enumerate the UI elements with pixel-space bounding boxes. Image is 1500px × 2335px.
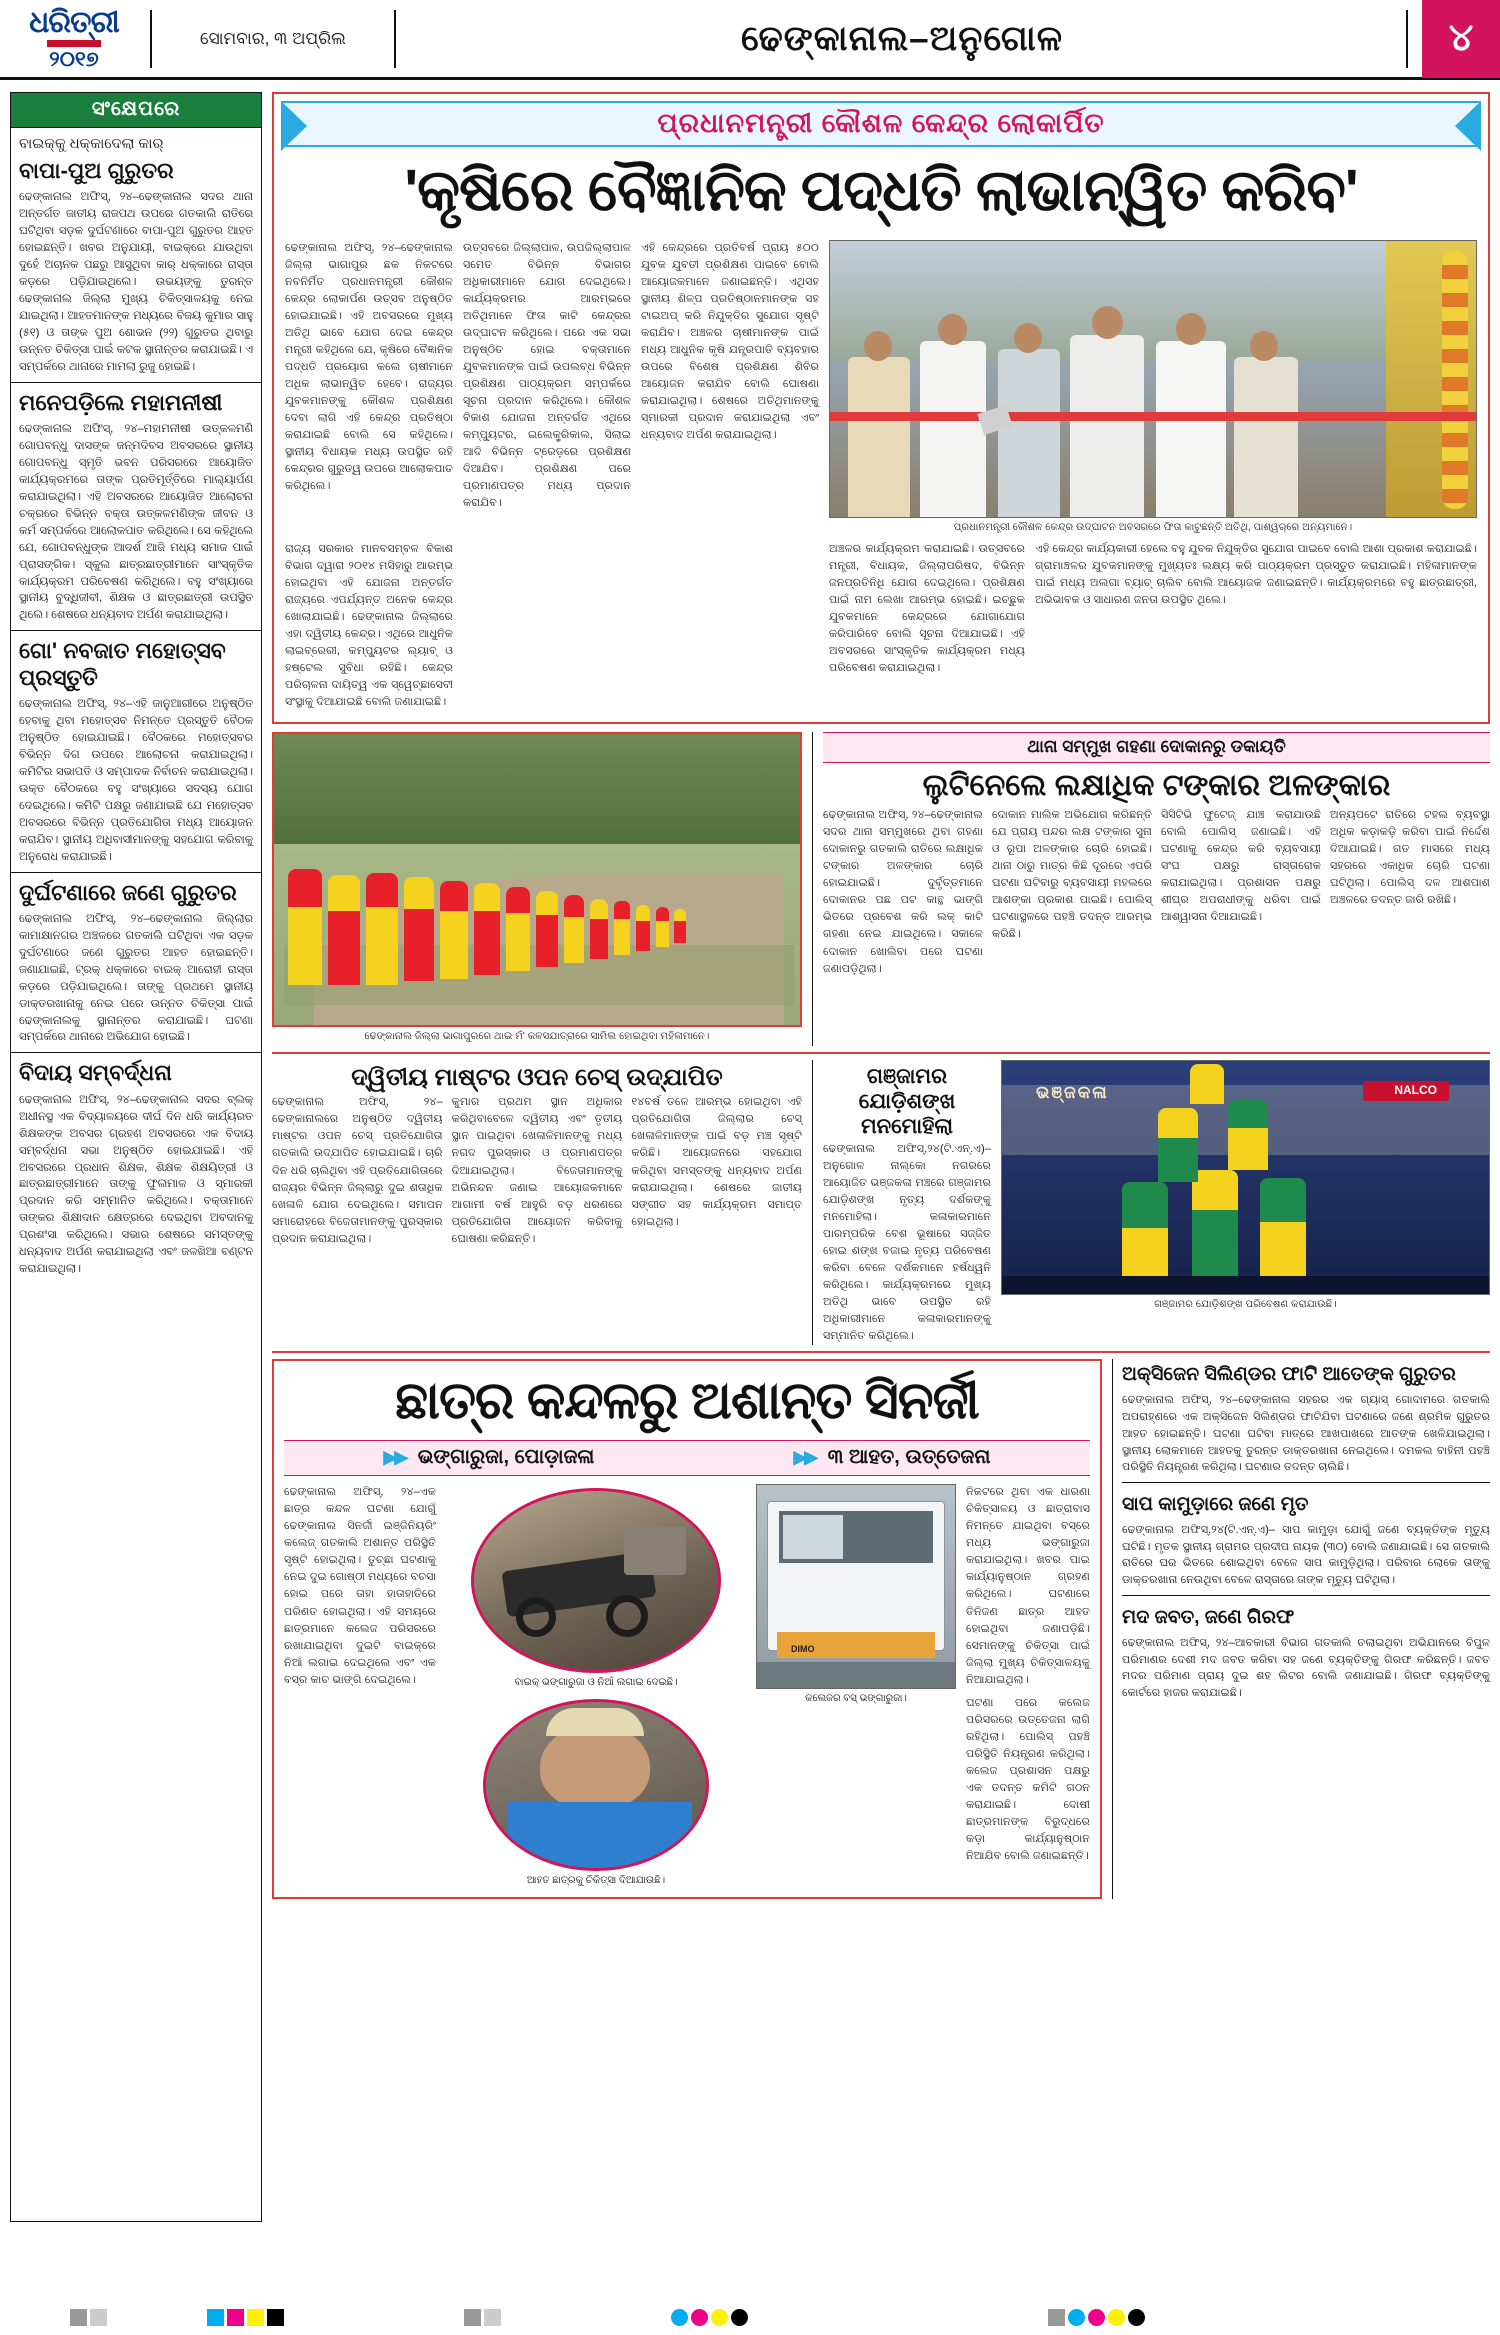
brief-body: ଢେଙ୍କାନାଲ ଅଫିସ୍‌, ୨୪–ମହାମନୀଷୀ ଉତ୍କଳମଣି ଗୋପବନ୍ଧୁ ଦାସଙ୍କ ଜନ୍ମଦିବସ ଅବସରରେ ସ୍ଥାନୀୟ ଗୋପବନ୍ଧୁ ସ୍ମୃତି ଭବନ ପରିସରରେ ଆୟୋଜିତ କାର୍ଯ୍ୟକ୍ରମରେ ତାଙ୍କ ପ୍ରତିମୂର୍ତ୍ତିରେ ମାଲ୍ୟାର୍ପଣ କରାଯାଇଥିଲା। ଏହି ଅବସରରେ ଆୟୋଜିତ ଆଲୋଚନା ଚକ୍ରରେ ବିଭିନ୍ନ ବକ୍ତା ଉତ୍କଳମଣିଙ୍କ ଜୀବନ ଓ କର୍ମ ସମ୍ପର୍କରେ ଆଲୋକପାତ କରିଥିଲେ। ସେ କହିଥିଲେ ଯେ, ଗୋପବନ୍ଧୁଙ୍କ ଆଦର୍ଶ ଆଜି ମଧ୍ୟ ସମାଜ ପାଇଁ ପ୍ରାସଙ୍ଗିକ। ସ୍କୁଲ ଛାତ୍ରଛାତ୍ରୀମାନେ ସାଂସ୍କୃତିକ କାର୍ଯ୍ୟକ୍ରମ ପରିବେଷଣ କରିଥିଲେ। ବହୁ ସଂଖ୍ୟାରେ ସ୍ଥାନୀୟ ବୁଦ୍ଧିଜୀବୀ, ଶିକ୍ଷକ ଓ ଛାତ୍ରଛାତ୍ରୀ ଉପସ୍ଥିତ ଥିଲେ। ଶେଷରେ ଧନ୍ୟବାଦ ଅର୍ପଣ କରାଯାଇଥିଲା।: [19, 423, 253, 622]
brief-title: ମନେପଡ଼ିଲେ ମହାମନୀଷୀ: [19, 389, 223, 415]
color-swatch: [1048, 2309, 1065, 2326]
chess-headline: ଦ୍ୱିତୀୟ ମାଷ୍ଟର ଓପନ ଚେସ୍‌ ଉଦ୍‌ଯାପିତ: [351, 1063, 723, 1091]
brief-item: [11, 873, 261, 1054]
right-briefs-column: [1112, 1359, 1490, 1899]
print-registration-bar: [0, 2299, 1500, 2335]
edition-title: ଢେଙ୍କାନାଲ–ଅନୁଗୋଳ: [740, 18, 1064, 58]
lead-column: ଉତ୍ସବରେ ଜିଲ୍ଲାପାଳ, ଉପଜିଲ୍ଲାପାଳ ସମେତ ବିଭିନ୍ନ ବିଭାଗର ଅଧିକାରୀମାନେ ଯୋଗ ଦେଇଥିଲେ। କାର୍ଯ୍ୟକ୍ରମର ଆରମ୍ଭରେ ଅତିଥିମାନେ ଫିତା କାଟି କେନ୍ଦ୍ରର ଉଦ୍‌ଘାଟନ କରିଥିଲେ। ପରେ ଏକ ସଭା ଅନୁଷ୍ଠିତ ହୋଇ ବକ୍ତାମାନେ ଯୁବକମାନଙ୍କ ପାଇଁ ଉପଲବ୍ଧ ବିଭିନ୍ନ ପ୍ରଶିକ୍ଷଣ ପାଠ୍ୟକ୍ରମ ସମ୍ପର୍କରେ ସୂଚନା ପ୍ରଦାନ କରିଥିଲେ। କୌଶଳ ବିକାଶ ଯୋଜନା ଅନ୍ତର୍ଗତ ଏଥିରେ କମ୍ପ୍ୟୁଟର, ଇଲେକ୍ଟ୍ରିକାଲ, ସିଲାଇ ଆଦି ବିଭିନ୍ନ ଟ୍ରେଡ଼ରେ ପ୍ରଶିକ୍ଷଣ ଦିଆଯିବ। ପ୍ରଶିକ୍ଷଣ ପରେ ପ୍ରମାଣପତ୍ର ମଧ୍ୟ ପ୍ରଦାନ କରାଯିବ।: [463, 241, 631, 510]
clash-bus-block: [756, 1484, 956, 1887]
clash-column: ଘଟଣା ପରେ କଲେଜ ପରିସରରେ ଉତ୍ତେଜନା ଲାଗି ରହିଥିଲା। ପୋଲିସ୍‌ ପହଞ୍ଚି ପରିସ୍ଥିତି ନିୟନ୍ତ୍ରଣ କରିଥିଲା। କଲେଜ ପ୍ରଶାସନ ପକ୍ଷରୁ ଏକ ତଦନ୍ତ କମିଟି ଗଠନ କରାଯାଇଛି। ଦୋଷୀ ଛାତ୍ରମାନଙ୍କ ବିରୁଦ୍ଧରେ କଡ଼ା କାର୍ଯ୍ୟାନୁଷ୍ଠାନ ନିଆଯିବ ବୋଲି ଜଣାଇଛନ୍ତି।: [966, 1696, 1090, 1862]
photo-caption: ପ୍ରଧାନମନ୍ତ୍ରୀ କୌଶଳ କେନ୍ଦ୍ର ଉଦ୍‌ଘାଟନ ଅବସରରେ ଫିତା କାଟୁଛନ୍ତି ଅତିଥି, ପାଶ୍ୱର୍‌ରେ ଅନ୍ୟମାନେ।: [953, 521, 1353, 533]
brief-body: ଢେଙ୍କାନାଲ ଅଫିସ୍‌, ୨୪–ଢେଙ୍କାନାଲ ସହରର ଏକ ଗ୍ୟାସ୍‌ ଗୋଦାମରେ ଗତକାଲି ଅପରାହ୍ଣରେ ଏକ ଅକ୍ସିଜେନ ସିଲିଣ୍ଡର ଫାଟିଯିବା ଘଟଣାରେ ଜଣେ ଶ୍ରମିକ ଗୁରୁତର ଆହତ ହୋଇଛନ୍ତି। ଘଟଣା ଘଟିବା ମାତ୍ରେ ଆଖପାଖରେ ଆତଙ୍କ ଖେଳିଯାଇଥିଲା। ସ୍ଥାନୀୟ ଲୋକମାନେ ଆହତକୁ ତୁରନ୍ତ ଡାକ୍ତରଖାନା ନେଇଥିଲେ। ଦମକଲ ବାହିନୀ ପହଞ୍ଚି ପରିସ୍ଥିତି ନିୟନ୍ତ୍ରଣ କରିଥିଲା। ଘଟଣାର ତଦନ୍ତ ଚାଲିଛି।: [1122, 1394, 1490, 1474]
right-brief-item: [1122, 1489, 1490, 1589]
lead-column: [641, 541, 819, 711]
brief-body: ଢେଙ୍କାନାଲ ଅଫିସ୍‌,୨୪(ଟି.ଏନ୍‌.ଏ)– ସାପ କାମୁଡ଼ା ଯୋଗୁଁ ଜଣେ ବ୍ୟକ୍ତିଙ୍କ ମୃତ୍ୟୁ ଘଟିଛି। ମୃତକ ସ୍ଥାନୀୟ ଗ୍ରାମର ପ୍ରଦୀପ ନାୟକ (୩୦) ବୋଲି ଜଣାଯାଇଛି। ସେ ଗତକାଲି ରାତିରେ ଘର ଭିତରେ ଶୋଇଥିବା ବେଳେ ସାପ କାମୁଡ଼ିଥିଲା। ପରିବାର ଲୋକେ ତାଙ୍କୁ ଡାକ୍ତରଖାନା ନେଉଥିବା ବେଳେ ରାସ୍ତାରେ ତାଙ୍କ ମୃତ୍ୟୁ ଘଟିଥିଲା।: [1122, 1523, 1490, 1587]
clash-sub-right: ▶▶ ୩ ଆହତ, ଉତ୍ତେଜନା: [793, 1446, 991, 1469]
chess-column: ୧୪ବର୍ଷ ତଳେ ଆରମ୍ଭ ହୋଇଥିବା ଏହି ପ୍ରତିଯୋଗିତା ଜିଲ୍ଲାର ଚେସ୍‌ ଖେଳାଳିମାନଙ୍କ ପାଇଁ ବଡ଼ ମଞ୍ଚ ସୃଷ୍ଟି କରିଛି। ଆୟୋଜନରେ ସହଯୋଗ କରିଥିବା ସମସ୍ତଙ୍କୁ ଧନ୍ୟବାଦ ଅର୍ପଣ କରାଯାଇଥିଲା। ଶେଷରେ ଜାତୀୟ ସଙ୍ଗୀତ ସହ କାର୍ଯ୍ୟକ୍ରମ ସମାପ୍ତ ହୋଇଥିଲା।: [631, 1096, 803, 1228]
dance-photo: ଭଞ୍ଜକଳା NALCO: [1001, 1060, 1490, 1295]
brief-body: ଢେଙ୍କାନାଲ ଅଫିସ୍‌, ୨୪–ଢେଙ୍କାନାଲ ଜିଲ୍ଲାର କାମାକ୍ଷାନଗର ଅଞ୍ଚଳରେ ଗତକାଲି ଘଟିଥିବା ଏକ ସଡ଼କ ଦୁର୍ଘଟଣାରେ ଜଣେ ଗୁରୁତର ଆହତ ହୋଇଛନ୍ତି। ଜଣାଯାଇଛି, ଟ୍ରକ୍‌ ଧକ୍କାରେ ବାଇକ୍‌ ଆରୋହୀ ରାସ୍ତା କଡ଼ରେ ପଡ଼ିଯାଇଥିଲେ। ତାଙ୍କୁ ପ୍ରଥମେ ସ୍ଥାନୀୟ ଡାକ୍ତରଖାନାକୁ ନେଇ ପରେ ଉନ୍ନତ ଚିକିତ୍ସା ପାଇଁ ଢେଙ୍କାନାଲକୁ ସ୍ଥାନାନ୍ତର କରାଯାଇଛି। ଘଟଣା ସମ୍ପର୍କରେ ଥାନାରେ ଅଭିଯୋଗ ହୋଇଛି।: [19, 912, 253, 1044]
color-swatch: [70, 2309, 87, 2326]
color-swatch: [207, 2309, 224, 2326]
chess-column: ଢେଙ୍କାନାଲ ଅଫିସ୍‌, ୨୪–ଢେଙ୍କାନାଲରେ ଅନୁଷ୍ଠିତ ଦ୍ୱିତୀୟ ମାଷ୍ଟର ଓପନ ଚେସ୍‌ ପ୍ରତିଯୋଗିତା ଗତକାଲି ଉଦ୍‌ଯାପିତ ହୋଇଯାଇଛି। ଚାରି ଦିନ ଧରି ଚାଲିଥିବା ଏହି ପ୍ରତିଯୋଗିତାରେ ରାଜ୍ୟର ବିଭିନ୍ନ ଜିଲ୍ଲାରୁ ଦୁଇ ଶତାଧିକ ଖେଳାଳି ଯୋଗ ଦେଇଥିଲେ। ସମାପନ ସମାରୋହରେ ବିଜେତାମାନଙ୍କୁ ପୁରସ୍କାର ପ୍ରଦାନ କରାଯାଇଥିଲା।: [272, 1096, 443, 1245]
color-swatch: [464, 2309, 481, 2326]
clash-sub-left: ▶▶ ଭଙ୍ଗାରୁଜା, ପୋଡ଼ାଜଳା: [383, 1446, 595, 1469]
color-swatch: [90, 2309, 107, 2326]
lead-column: ଏହି କେନ୍ଦ୍ରରେ ପ୍ରତିବର୍ଷ ପ୍ରାୟ ୫୦୦ ଯୁବକ ଯୁବତୀ ପ୍ରଶିକ୍ଷଣ ପାଇବେ ବୋଲି ଆୟୋଜକମାନେ ଜଣାଇଛନ୍ତି। ଏଥିସହ ସ୍ଥାନୀୟ ଶିଳ୍ପ ପ୍ରତିଷ୍ଠାନମାନଙ୍କ ସହ ଟାଇଅପ୍‌ କରି ନିଯୁକ୍ତିର ସୁଯୋଗ ସୃଷ୍ଟି କରାଯିବ। ଅଞ୍ଚଳର ଚାଷୀମାନଙ୍କ ପାଇଁ ମଧ୍ୟ ଆଧୁନିକ କୃଷି ଯନ୍ତ୍ରପାତି ବ୍ୟବହାର ଉପରେ ବିଶେଷ ପ୍ରଶିକ୍ଷଣ ଶିବିର ଆୟୋଜନ କରାଯିବ ବୋଲି ଘୋଷଣା କରାଯାଇଥିଲା। ଶେଷରେ ଅତିଥିମାନଙ୍କୁ ସ୍ମାରକୀ ପ୍ରଦାନ କରାଯାଇଥିଲା ଏବଂ ଧନ୍ୟବାଦ ଅର୍ପଣ କରାଯାଇଥିଲା।: [641, 241, 819, 442]
clash-headline: ଛାତ୍ର କନ୍ଦଳରୁ ଅଶାନ୍ତ ସିନର୍ଜୀ: [395, 1372, 979, 1431]
color-swatch: [484, 2309, 501, 2326]
loot-kicker: ଥାନା ସମ୍ମୁଖ ଗହଣା ଦୋକାନରୁ ଡକାୟତି: [823, 732, 1490, 763]
lead-kicker: ପ୍ରଧାନମନ୍ତ୍ରୀ କୌଶଳ କେନ୍ଦ୍ର ଲୋକାର୍ପିତ: [657, 108, 1105, 138]
swatch-group: [1048, 2309, 1145, 2326]
lead-photo-block: [829, 240, 1477, 537]
color-swatch: [731, 2309, 748, 2326]
color-swatch: [227, 2309, 244, 2326]
damaged-bus-photo: DIMO: [756, 1484, 956, 1689]
clash-column: ନିକଟରେ ଥିବା ଏକ ଧାରଣା ଚିକିତ୍ସାଳୟ ଓ ଛାତ୍ରାବାସ ନିମନ୍ତେ ଯାଇଥିବା ବସ୍‌ରେ ମଧ୍ୟ ଭଙ୍ଗାରୁଜା କରାଯାଇଥିଲା। ଖବର ପାଇ କାର୍ଯ୍ୟାନୁଷ୍ଠାନ ଗ୍ରହଣ କରିଥିଲେ। ଘଟଣାରେ ତିନିଜଣ ଛାତ୍ର ଆହତ ହୋଇଥିବା ଜଣାପଡ଼ିଛି। ସେମାନଙ୍କୁ ଚିକିତ୍ସା ପାଇଁ ଜିଲ୍ଲା ମୁଖ୍ୟ ଚିକିତ୍ସାଳୟକୁ ନିଆଯାଇଥିଲା।: [966, 1486, 1090, 1686]
logo-title: ଧରିତ୍ରୀ: [29, 5, 119, 39]
photo-caption: ଢେଙ୍କାନାଲ ଜିଲ୍ଲା ଭାଗାପୁରରେ ଥାଇ ମଁ' କଳସଯାତ୍ରାରେ ସାମିଲ ହୋଇଥିବା ମହିଳାମାନେ।: [364, 1030, 710, 1042]
color-swatch: [1068, 2309, 1085, 2326]
lead-column: ଅଞ୍ଚଳର କାର୍ଯ୍ୟକ୍ରମ କରାଯାଇଛି। ଉତ୍ସବରେ ମନ୍ତ୍ରୀ, ବିଧାୟକ, ଜିଲ୍ଲାପରିଷଦ, ବିଭିନ୍ନ ଜନପ୍ରତିନିଧି ଯୋଗ ଦେଇଥିଲେ। ପ୍ରଶିକ୍ଷଣ ପାଇଁ ନାମ ଲେଖା ଆରମ୍ଭ ହୋଇଛି। ଇଚ୍ଛୁକ ଯୁବକମାନେ କେନ୍ଦ୍ରରେ ଯୋଗାଯୋଗ କରିପାରିବେ ବୋଲି ସୂଚନା ଦିଆଯାଇଛି। ଏହି ଅବସରରେ ସାଂସ୍କୃତିକ କାର୍ଯ୍ୟକ୍ରମ ମଧ୍ୟ ପରିବେଷଣ କରାଯାଇଥିଲା।: [829, 542, 1025, 674]
loot-column: ସିସିଟିଭି ଫୁଟେଜ୍‌ ଯାଞ୍ଚ କରାଯାଉଛି ବୋଲି ପୋଲିସ୍‌ ଜଣାଇଛି। ଏହି ଘଟଣାକୁ କେନ୍ଦ୍ର କରି ବ୍ୟବସାୟୀ ସଂଘ ପକ୍ଷରୁ ରାସ୍ତାରୋକ କରାଯାଇଥିଲା। ପ୍ରଶାସନ ପକ୍ଷରୁ ଶୀଘ୍ର ଅପରାଧୀଙ୍କୁ ଧରିବା ପାଇଁ ଆଶ୍ୱାସନା ଦିଆଯାଇଛି।: [1161, 809, 1321, 924]
chess-column: କୁମାର ପ୍ରଥମ ସ୍ଥାନ ଅଧିକାର କରିଥିବାବେଳେ ଦ୍ୱିତୀୟ ଏବଂ ତୃତୀୟ ସ୍ଥାନ ପାଇଥିବା ଖେଳାଳିମାନଙ୍କୁ ମଧ୍ୟ ନଗଦ ପୁରସ୍କାର ଓ ପ୍ରମାଣପତ୍ର ଦିଆଯାଇଥିଲା। ବିଜେତାମାନଙ୍କୁ ଅଭିନନ୍ଦନ ଜଣାଇ ଆୟୋଜକମାନେ ଆଗାମୀ ବର୍ଷ ଆହୁରି ବଡ଼ ଧରଣରେ ପ୍ରତିଯୋଗିତା ଆୟୋଜନ କରିବାକୁ ଘୋଷଣା କରିଛନ୍ତି।: [451, 1096, 623, 1245]
injured-student-photo: [483, 1699, 709, 1871]
lead-column: ଢେଙ୍କାନାଲ ଅଫିସ୍‌, ୨୪–ଢେଙ୍କାନାଲ ଜିଲ୍ଲା ଭାଗାପୁର ଛକ ନିକଟରେ ନବନିର୍ମିତ ପ୍ରଧାନମନ୍ତ୍ରୀ କୌଶଳ କେନ୍ଦ୍ର ଲୋକାର୍ପଣ ଉତ୍ସବ ଅନୁଷ୍ଠିତ ହୋଇଯାଇଛି। ଏହି ଅବସରରେ ମୁଖ୍ୟ ଅତିଥି ଭାବେ ଯୋଗ ଦେଇ କେନ୍ଦ୍ର ମନ୍ତ୍ରୀ କହିଥିଲେ ଯେ, କୃଷିରେ ବୈଜ୍ଞାନିକ ପଦ୍ଧତି ପ୍ରୟୋଗ କଲେ ଚାଷୀମାନେ ଅଧିକ ଲାଭାନ୍ୱିତ ହେବେ। ରାଜ୍ୟର ଯୁବକମାନଙ୍କୁ କୌଶଳ ପ୍ରଶିକ୍ଷଣ ଦେବା ଲାଗି ଏହି କେନ୍ଦ୍ର ପ୍ରତିଷ୍ଠା କରାଯାଇଛି ବୋଲି ସେ କହିଥିଲେ। ସ୍ଥାନୀୟ ବିଧାୟକ ମଧ୍ୟ ଉପସ୍ଥିତ ରହି କେନ୍ଦ୍ରର ଗୁରୁତ୍ୱ ଉପରେ ଆଲୋକପାତ କରିଥିଲେ।: [285, 241, 453, 493]
chess-story: [272, 1060, 802, 1346]
clash-story: [272, 1359, 1102, 1899]
brief-item: [11, 1053, 261, 1284]
brief-title: ଅକ୍ସିଜେନ ସିଲିଣ୍ଡର ଫାଟି ଆତେଙ୍କ ଗୁରୁତର: [1122, 1364, 1456, 1386]
brief-item: [11, 383, 261, 632]
lead-column: ରାଜ୍ୟ ସରକାର ମାନବସମ୍ବଳ ବିକାଶ ବିଭାଗ ଦ୍ୱାରା ୨୦୧୪ ମସିହାରୁ ଆରମ୍ଭ ହୋଇଥିବା ଏହି ଯୋଜନା ଅନ୍ତର୍ଗତ ରାଜ୍ୟରେ ଏପର୍ଯ୍ୟନ୍ତ ଅନେକ କେନ୍ଦ୍ର ଖୋଲାଯାଇଛି। ଢେଙ୍କାନାଲ ଜିଲ୍ଲାରେ ଏହା ଦ୍ୱିତୀୟ କେନ୍ଦ୍ର। ଏଥିରେ ଆଧୁନିକ ଲାଇବ୍ରେରୀ, କମ୍ପ୍ୟୁଟର ଲ୍ୟାବ୍‌ ଓ ହଷ୍ଟେଲ ସୁବିଧା ରହିଛି। କେନ୍ଦ୍ର ପରିଚାଳନା ଦାୟିତ୍ୱ ଏକ ସ୍ୱେଚ୍ଛାସେବୀ ସଂସ୍ଥାକୁ ଦିଆଯାଇଛି ବୋଲି ଜଣାଯାଇଛି।: [285, 542, 453, 708]
color-swatch: [1088, 2309, 1105, 2326]
color-swatch: [711, 2309, 728, 2326]
loot-column: ଅନ୍ୟପଟେ ରାତିରେ ଟହଲ ବ୍ୟବସ୍ଥା ଅଧିକ କଡ଼ାକଡ଼ି କରିବା ପାଇଁ ନିର୍ଦ୍ଦେଶ ଦିଆଯାଇଛି। ଗତ ମାସରେ ମଧ୍ୟ ସହରରେ ଏକାଧିକ ଚୋରି ଘଟଣା ଘଟିଥିଲା। ପୋଲିସ୍‌ ଦଳ ଆଶପାଶ ଅଞ୍ଚଳରେ ତଦନ୍ତ ଜାରି ରଖିଛି।: [1330, 809, 1490, 907]
sidebar-briefs: [10, 92, 262, 2222]
swatch-group: [70, 2309, 107, 2326]
ganjam-headline: ଗଞ୍ଜାମର ଯୋଡ଼ିଶଙ୍ଖ ମନମୋହିଲା: [858, 1064, 956, 1139]
right-brief-item: [1122, 1359, 1490, 1476]
brief-title: ବିଦାୟ ସମ୍ବର୍ଦ୍ଧନା: [19, 1060, 172, 1086]
swatch-group: [207, 2309, 284, 2326]
brief-item: [11, 128, 261, 383]
logo-strip: [47, 40, 101, 47]
color-swatch: [691, 2309, 708, 2326]
lead-headline: 'କୃଷିରେ ବୈଜ୍ଞାନିକ ପଦ୍ଧତି ଲାଭାନ୍ୱିତ କରିବ': [404, 158, 1358, 223]
lead-column: ଏହି କେନ୍ଦ୍ର କାର୍ଯ୍ୟକାରୀ ହେଲେ ବହୁ ଯୁବକ ନିଯୁକ୍ତିର ସୁଯୋଗ ପାଇବେ ବୋଲି ଆଶା ପ୍ରକାଶ କରାଯାଇଛି। ଗ୍ରାମାଞ୍ଚଳର ଯୁବକମାନଙ୍କୁ ମୁଖ୍ୟତଃ ଲକ୍ଷ୍ୟ କରି ପାଠ୍ୟକ୍ରମ ପ୍ରସ୍ତୁତ କରାଯାଇଛି। ମହିଳାମାନଙ୍କ ପାଇଁ ମଧ୍ୟ ଅଲଗା ବ୍ୟାଚ୍‌ ଚାଲିବ ବୋଲି ଆୟୋଜକ ଜଣାଇଛନ୍ତି। କାର୍ଯ୍ୟକ୍ରମରେ ବହୁ ଛାତ୍ରଛାତ୍ରୀ, ଅଭିଭାବକ ଓ ସାଧାରଣ ଜନତା ଉପସ୍ଥିତ ଥିଲେ।: [1035, 542, 1477, 606]
main-content: [272, 92, 1490, 1899]
loot-column: ଦୋକାନ ମାଲିକ ଅଭିଯୋଗ କରିଛନ୍ତି ଯେ ପ୍ରାୟ ପନ୍ଦର ଲକ୍ଷ ଟଙ୍କାର ସୁନା ଓ ରୂପା ଅଳଙ୍କାର ଚୋରି ହୋଇଛି। ଥାନା ଠାରୁ ମାତ୍ର କିଛି ଦୂରରେ ଏପରି ଘଟଣା ଘଟିବାରୁ ବ୍ୟବସାୟୀ ମହଲରେ ଆଶଙ୍କା ପ୍ରକାଶ ପାଇଛି। ପୋଲିସ୍‌ ଘଟଣାସ୍ଥଳରେ ପହଞ୍ଚି ତଦନ୍ତ ଆରମ୍ଭ କରିଛି।: [992, 809, 1152, 941]
newspaper-logo: [14, 3, 134, 75]
divider: [1122, 1482, 1490, 1483]
brief-item: [11, 631, 261, 872]
procession-block: [272, 732, 802, 1046]
photo-caption: ଗଞ୍ଜାମର ଯୋଡ଼ିଶଙ୍ଖ ପରିବେଷଣ କରାଯାଉଛି।: [1154, 1298, 1337, 1310]
clash-subheads: [284, 1440, 1090, 1476]
swatch-group: [464, 2309, 501, 2326]
photo-caption: ଆହତ ଛାତ୍ରକୁ ଚିକିତ୍ସା ଦିଆଯାଉଛି।: [526, 1875, 666, 1887]
lead-kicker-ribbon: [281, 101, 1481, 147]
double-arrow-icon: ▶▶: [383, 1447, 406, 1468]
sidebar-header: ସଂକ୍ଷେପରେ: [11, 93, 261, 128]
brief-body: ଢେଙ୍କାନାଲ ଅଫିସ୍‌, ୨୪–ଆବକାରୀ ବିଭାଗ ଗତକାଲି ଚଲାଇଥିବା ଅଭିଯାନରେ ବିପୁଳ ପରିମାଣର ଦେଶୀ ମଦ ଜବତ କରିବା ସହ ଜଣେ ବ୍ୟକ୍ତିଙ୍କୁ ଗିରଫ କରିଛନ୍ତି। ଜବତ ମଦର ପରିମାଣ ପ୍ରାୟ ଦୁଇ ଶହ ଲିଟର ବୋଲି ଜଣାଯାଇଛି। ଗିରଫ ବ୍ୟକ୍ତିଙ୍କୁ କୋର୍ଟରେ ହାଜର କରାଯାଇଛି।: [1122, 1636, 1490, 1700]
masthead: [0, 0, 1500, 80]
divider: [150, 10, 152, 68]
brief-kicker: ବାଇକ୍‌କୁ ଧକ୍କାଦେଲା କାର୍‌: [19, 136, 164, 152]
loot-story: [812, 732, 1490, 1046]
swatch-group: [671, 2309, 748, 2326]
photo-caption: କଲେଜର ବସ୍‌ ଭଙ୍ଗାରୁଜା।: [805, 1693, 907, 1705]
color-swatch: [1128, 2309, 1145, 2326]
photo-caption: ବାଇକ୍‌ ଭଙ୍ଗାରୁଜା ଓ ନିଆଁ ଲଗାଇ ଦେଇଛି।: [514, 1677, 678, 1689]
right-brief-item: [1122, 1602, 1490, 1702]
clash-columns-right: [966, 1484, 1090, 1887]
brief-body: ଢେଙ୍କାନାଲ ଅଫିସ୍‌, ୨୪–ଏହି ଜାନୁଆରୀରେ ଅନୁଷ୍ଠିତ ହେବାକୁ ଥିବା ମହୋତ୍ସବ ନିମନ୍ତେ ପ୍ରସ୍ତୁତି ବୈଠକ ଅନୁଷ୍ଠିତ ହୋଇଯାଇଛି। ବୈଠକରେ ମହୋତ୍ସବର ବିଭିନ୍ନ ଦିଗ ଉପରେ ଆଲୋଚନା କରାଯାଇଥିଲା। କମିଟିର ସଭାପତି ଓ ସମ୍ପାଦକ ନିର୍ବାଚନ କରାଯାଇଥିଲା। ଉକ୍ତ ବୈଠକରେ ବହୁ ସଂଖ୍ୟାରେ ସଦସ୍ୟ ଯୋଗ ଦେଇଥିଲେ। କମିଟି ପକ୍ଷରୁ ଜଣାଯାଇଛି ଯେ ମହୋତ୍ସବ ଅବସରରେ ବିଭିନ୍ନ ପ୍ରତିଯୋଗିତା ମଧ୍ୟ ଆୟୋଜନ କରାଯିବ। ସ୍ଥାନୀୟ ଅଧିବାସୀମାନଙ୍କୁ ସହଯୋଗ କରିବାକୁ ଅନୁରୋଧ କରାଯାଇଛି।: [19, 698, 253, 863]
loot-column: ଢେଙ୍କାନାଲ ଅଫିସ୍‌, ୨୪–ଢେଙ୍କାନାଲ ସଦର ଥାନା ସମ୍ମୁଖରେ ଥିବା ଗହଣା ଦୋକାନରୁ ଗତକାଲି ରାତିରେ ଲକ୍ଷାଧିକ ଟଙ୍କାର ଅଳଙ୍କାର ଚୋରି ହୋଇଯାଇଛି। ଦୁର୍ବୃତ୍ତମାନେ ଦୋକାନର ପଛ ପଟ କାନ୍ଥ ଭାଙ୍ଗି ଭିତରେ ପ୍ରବେଶ କରି ଲକ୍‌ କାଟି ଗହଣା ନେଇ ଯାଇଥିଲେ। ସକାଳେ ଦୋକାନ ଖୋଲିବା ପରେ ଘଟଣା ଜଣାପଡ଼ିଥିଲା।: [823, 809, 983, 975]
divider: [272, 1052, 1490, 1054]
clash-photo-group: [446, 1484, 746, 1887]
procession-photo: [272, 732, 802, 1027]
color-swatch: [671, 2309, 688, 2326]
divider: [272, 1351, 1490, 1353]
burnt-bike-photo: [471, 1488, 721, 1673]
clash-column: ଢେଙ୍କାନାଲ ଅଫିସ୍‌, ୨୪–ଏକ ଛାତ୍ର କନ୍ଦଳ ଘଟଣା ଯୋଗୁଁ ଢେଙ୍କାନାଲ ସିନର୍ଜୀ ଇଞ୍ଜିନିୟରିଂ କଲେଜ୍‌ ଗତକାଲି ଅଶାନ୍ତ ପରିସ୍ଥିତି ସୃଷ୍ଟି ହୋଇଥିଲା। ତୁଚ୍ଛା ଘଟଣାକୁ ନେଇ ଦୁଇ ଗୋଷ୍ଠୀ ମଧ୍ୟରେ ବଚସା ହୋଇ ପରେ ତାହା ହାତାହାତିରେ ପରିଣତ ହୋଇଥିଲା। ଏହି ସମୟରେ ଛାତ୍ରମାନେ କଲେଜ ପରିସରରେ ରଖାଯାଇଥିବା ଦୁଇଟି ବାଇକ୍‌ରେ ନିଆଁ ଲଗାଇ ଦେଇଥିଲେ ଏବଂ ଏକ ବସ୍‌ର କାଚ ଭାଙ୍ଗି ଦେଇଥିଲେ।: [284, 1486, 436, 1686]
brief-title: ଦୁର୍ଘଟଣାରେ ଜଣେ ଗୁରୁତର: [19, 879, 237, 905]
color-swatch: [267, 2309, 284, 2326]
color-swatch: [1108, 2309, 1125, 2326]
publication-date: ସୋମବାର, ୩ ଅପ୍ରିଲ: [200, 28, 346, 48]
ganjam-story: [812, 1060, 1490, 1346]
brief-title: ବାପା-ପୁଅ ଗୁରୁତର: [19, 158, 174, 184]
brief-title: ଗୋ' ନବଜାତ ମହୋତ୍ସବ ପ୍ରସ୍ତୁତି: [19, 638, 226, 690]
brief-title: ସାପ କାମୁଡ଼ାରେ ଜଣେ ମୃତ: [1122, 1494, 1309, 1516]
ganjam-body: ଢେଙ୍କାନାଲ ଅଫିସ୍‌,୨୪(ଟି.ଏନ୍‌.ଏ)– ଅନୁଗୋଳ ନାଲ୍‌କୋ ନଗରରେ ଆୟୋଜିତ ଭଞ୍ଜକଳା ମଞ୍ଚରେ ଗଞ୍ଜାମର ଯୋଡ଼ିଶଙ୍ଖ ନୃତ୍ୟ ଦର୍ଶକଙ୍କୁ ମନମୋହିଲା। କଳାକାରମାନେ ପାରମ୍ପରିକ ବେଶ ଭୂଷାରେ ସଜ୍ଜିତ ହୋଇ ଶଙ୍ଖ ବଜାଇ ନୃତ୍ୟ ପରିବେଷଣ କରିବା ବେଳେ ଦର୍ଶକମାନେ ହର୍ଷଧ୍ୱନି କରିଥିଲେ। କାର୍ଯ୍ୟକ୍ରମରେ ମୁଖ୍ୟ ଅତିଥି ଭାବେ ଉପସ୍ଥିତ ରହି ଅଧିକାରୀମାନେ କଳାକାରମାନଙ୍କୁ ସମ୍ମାନିତ କରିଥିଲେ।: [823, 1143, 991, 1343]
logo-year: ୨୦୧୭: [49, 47, 99, 71]
page-number: ୪: [1422, 0, 1500, 78]
divider: [1406, 10, 1408, 68]
divider: [394, 10, 396, 68]
brief-body: ଢେଙ୍କାନାଲ ଅଫିସ୍‌, ୨୪–ଢେଙ୍କାନାଲ ସଦର ଥାନା ଅନ୍ତର୍ଗତ ଜାତୀୟ ରାଜପଥ ଉପରେ ଗତକାଲି ରାତିରେ ଘଟିଥିବା ସଡ଼କ ଦୁର୍ଘଟଣାରେ ବାପା-ପୁଅ ଗୁରୁତର ଆହତ ହୋଇଛନ୍ତି। ଖବର ଅନୁଯାୟୀ, ବାଇକ୍‌ରେ ଯାଉଥିବା ଦୁହେଁ ଅଚାନକ ପଛରୁ ଆସୁଥିବା କାର୍‌ ଧକ୍କାରେ ରାସ୍ତା କଡ଼ରେ ପଡ଼ିଯାଇଥିଲେ। ଉଭୟଙ୍କୁ ତୁରନ୍ତ ଢେଙ୍କାନାଲ ଜିଲ୍ଲା ମୁଖ୍ୟ ଚିକିତ୍ସାଳୟକୁ ନେଇ ଯାଇଥିଲା। ଆହତମାନଙ୍କ ମଧ୍ୟରେ ବିଜୟ କୁମାର ସାହୁ (୫୧) ଓ ତାଙ୍କ ପୁଅ ଶୋଭନ (୨୨) ଗୁରୁତର ଥିବାରୁ ଉନ୍ନତ ଚିକିତ୍ସା ପାଇଁ କଟକ ସ୍ଥାନାନ୍ତର କରାଯାଇଛି। ଏ ସମ୍ପର୍କରେ ଥାନାରେ ମାମଲା ରୁଜୁ ହୋଇଛି।: [19, 191, 253, 373]
lead-story: [272, 92, 1490, 724]
double-arrow-icon: ▶▶: [793, 1447, 816, 1468]
color-swatch: [247, 2309, 264, 2326]
brief-title: ମଦ ଜବତ, ଜଣେ ଗିରଫ: [1122, 1607, 1295, 1629]
divider: [1122, 1595, 1490, 1596]
brief-body: ଢେଙ୍କାନାଲ ଅଫିସ୍‌, ୨୪–ଢେଙ୍କାନାଲ ସଦର ବ୍ଲକ୍‌ ଅଧୀନସ୍ଥ ଏକ ବିଦ୍ୟାଳୟରେ ଦୀର୍ଘ ଦିନ ଧରି କାର୍ଯ୍ୟରତ ଶିକ୍ଷକଙ୍କ ଅବସର ଗ୍ରହଣ ଅବସରରେ ଏକ ବିଦାୟ ସମ୍ବର୍ଦ୍ଧନା ସଭା ଅନୁଷ୍ଠିତ ହୋଇଯାଇଛି। ଏହି ଅବସରରେ ପ୍ରଧାନ ଶିକ୍ଷକ, ଶିକ୍ଷକ ଶିକ୍ଷୟିତ୍ରୀ ଓ ଛାତ୍ରଛାତ୍ରୀମାନେ ତାଙ୍କୁ ଫୁଲମାଳ ଓ ସ୍ମାରକୀ ପ୍ରଦାନ କରି ସମ୍ମାନିତ କରିଥିଲେ। ବକ୍ତାମାନେ ତାଙ୍କର ଶିକ୍ଷାଦାନ କ୍ଷେତ୍ରରେ ଦେଇଥିବା ଅବଦାନକୁ ପ୍ରଶଂସା କରିଥିଲେ। ସଭାର ଶେଷରେ ସମସ୍ତଙ୍କୁ ଧନ୍ୟବାଦ ଅର୍ପଣ କରାଯାଇଥିଲା ଏବଂ ଜଳଖିଆ ବଣ୍ଟନ କରାଯାଇଥିଲା।: [19, 1093, 253, 1276]
inauguration-photo: [829, 240, 1477, 518]
lead-column: [463, 541, 631, 711]
loot-headline: ଲୁଟିନେଲେ ଲକ୍ଷାଧିକ ଟଙ୍କାର ଅଳଙ୍କାର: [922, 768, 1391, 802]
